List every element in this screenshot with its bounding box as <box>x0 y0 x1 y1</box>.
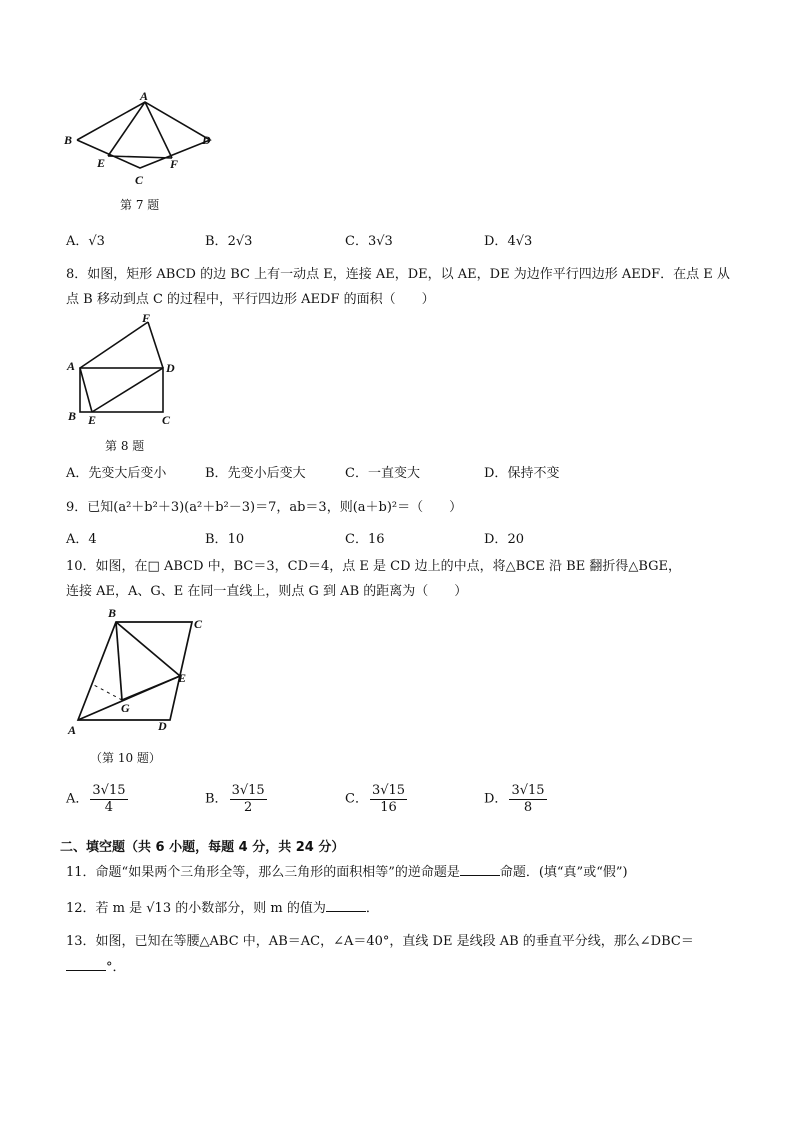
q10-option-b: B． $\frac{3√15}{2}$ <box>205 783 265 815</box>
q10-label-a: A <box>68 723 77 737</box>
q8-caption: 第 8 题 <box>105 439 145 453</box>
q10-label-e: E <box>178 671 187 685</box>
q9-option-d: D．20 <box>484 532 524 547</box>
q7-label-f: F <box>170 157 179 171</box>
q10-figure <box>62 600 222 740</box>
q7-option-c: C．3√3 <box>345 234 393 249</box>
q7-option-d: D．4√3 <box>484 234 533 249</box>
q8-option-b: B．先变小后变大 <box>205 466 306 481</box>
q10-label-c: C <box>194 617 203 631</box>
q12-answer-blank[interactable] <box>326 899 366 912</box>
q8-option-a: A．先变大后变小 <box>66 466 167 481</box>
q8-label-a: A <box>67 359 76 373</box>
q8-label-d: D <box>166 361 175 375</box>
q8-stem-line2: 点 B 移动到点 C 的过程中，平行四边形 AEDF 的面积（ ） <box>66 292 435 307</box>
q8-label-b: B <box>68 409 77 423</box>
q7-label-d: D <box>202 133 211 147</box>
q10-label-g: G <box>121 701 130 715</box>
q13-stem-line1: 13．如图，已知在等腰△ABC 中，AB＝AC，∠A＝40°，直线 DE 是线段 AB 的垂直平分线，那么∠DBC＝ <box>66 934 694 949</box>
q11-answer-blank[interactable] <box>460 863 500 876</box>
q9-option-c: C．16 <box>345 532 385 547</box>
q10-label-d: D <box>158 719 167 733</box>
q8-label-e: E <box>88 413 97 427</box>
q7-option-a: A．√3 <box>66 234 105 249</box>
q13-answer-blank[interactable] <box>66 958 106 971</box>
q10-label-b: B <box>108 606 117 620</box>
q8-label-f: F <box>142 311 151 325</box>
q10-option-c: C． $\frac{3√15}{16}$ <box>345 783 406 815</box>
q7-option-b: B．2√3 <box>205 234 253 249</box>
q8-label-c: C <box>162 413 171 427</box>
q11-stem: 11．命题“如果两个三角形全等，那么三角形的面积相等”的逆命题是 命题．(填“真”或“假”) <box>66 865 628 880</box>
q8-option-c: C．一直变大 <box>345 466 420 481</box>
q9-option-b: B．10 <box>205 532 245 547</box>
q12-stem: 12．若 m 是 √13 的小数部分，则 m 的值为 ． <box>66 901 379 916</box>
q10-option-a: A． $\frac{3√15}{4}$ <box>66 783 126 815</box>
q8-stem-line1: 8．如图，矩形 ABCD 的边 BC 上有一动点 E，连接 AE，DE，以 AE，DE 为边作平行四边形 AEDF．在点 E 从 <box>66 267 730 282</box>
q8-option-d: D．保持不变 <box>484 466 560 481</box>
q10-option-d: D． $\frac{3√15}{8}$ <box>484 783 545 815</box>
q9-stem: 9．已知(a²＋b²＋3)(a²＋b²－3)＝7，ab＝3，则(a＋b)²＝（ ） <box>66 500 463 515</box>
q10-stem-line2: 连接 AE，A、G、E 在同一直线上，则点 G 到 AB 的距离为（ ） <box>66 584 468 599</box>
q7-label-c: C <box>135 173 144 187</box>
q13-stem-line2: °． <box>66 956 126 975</box>
q8-figure <box>60 310 190 430</box>
q7-label-a: A <box>140 89 149 103</box>
q7-caption: 第 7 题 <box>120 198 160 212</box>
q10-stem-line1: 10．如图，在□ ABCD 中，BC＝3，CD＝4，点 E 是 CD 边上的中点，将△BCE 沿 BE 翻折得△BGE， <box>66 559 682 574</box>
q7-label-b: B <box>64 133 73 147</box>
q9-option-a: A．4 <box>66 532 97 547</box>
section-2-title: 二、填空题（共 6 小题，每题 4 分，共 24 分） <box>60 840 345 855</box>
q10-caption: （第 10 题） <box>90 751 161 765</box>
q7-label-e: E <box>97 156 106 170</box>
q7-figure <box>60 88 220 188</box>
